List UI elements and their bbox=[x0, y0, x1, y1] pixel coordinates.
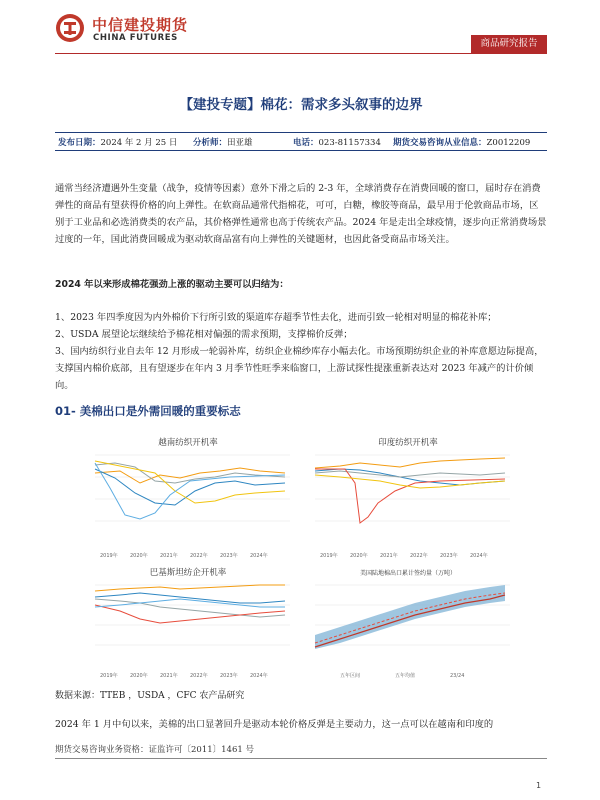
svg-text:2020年: 2020年 bbox=[130, 553, 148, 559]
svg-text:2024年: 2024年 bbox=[250, 673, 268, 679]
certification-value: Z0012209 bbox=[486, 138, 531, 148]
svg-text:2024年: 2024年 bbox=[470, 553, 488, 559]
chart-line bbox=[95, 605, 285, 623]
publish-date-value: 2024 年 2 月 25 日 bbox=[100, 138, 178, 148]
chart-title: 越南纺织开机率 bbox=[158, 438, 218, 448]
phone bbox=[293, 136, 381, 148]
chart-legend bbox=[100, 552, 268, 559]
svg-text:2019年: 2019年 bbox=[100, 553, 118, 559]
chart-line bbox=[95, 463, 285, 519]
analyst-label: 分析师： bbox=[193, 138, 228, 148]
svg-text:2022年: 2022年 bbox=[190, 673, 208, 679]
svg-text:2022年: 2022年 bbox=[190, 553, 208, 559]
report-type-badge: 商品研究报告 bbox=[471, 35, 547, 53]
license-info: 期货交易咨询业务资格：证监许可〔2011〕1461 号 bbox=[55, 745, 254, 755]
closing-paragraph: 2024 年 1 月中旬以来，美棉的出口显著回升是驱动本轮价格反弹是主要动力，这一点可以在越南和印度的 bbox=[55, 719, 494, 730]
svg-text:五年区间: 五年区间 bbox=[340, 673, 361, 679]
intro-paragraph: 通常当经济遭遇外生变量（战争，疫情等因素）意外下滑之后的 2-3 年，全球消费存在消费回暖的窗口，届时存在消费弹性的商品有望获得价格的向上弹性。在软商品通常代指棉花，可可，白糖，橡胶等商品，最早用于伦敦商品市场，区别于工业品和必选消费类的农产品，其价格弹性通常也高于传统农产品。2024 年是走出全球疫情，逐步向正常消费场景过度的一年，国此消费回暖成为驱动软商品富有向上弹性的关键题材，也因此备受商品市场关注。 bbox=[55, 183, 547, 245]
chart-pakistan-spinning-rate bbox=[80, 563, 295, 683]
chart-title: 印度纺织开机率 bbox=[378, 438, 438, 448]
svg-text:2023年: 2023年 bbox=[220, 673, 238, 679]
chart-line bbox=[95, 585, 285, 591]
driver-item-2: 2、USDA 展望论坛继续给予棉花相对偏强的需求预期，支撑棉价反弹； bbox=[55, 329, 353, 340]
driver-item-1: 1、2023 年四季度因为内外棉价下行所引致的渠道库存超季节性去化，进而引致一轮相对明显的棉花补库； bbox=[55, 312, 497, 323]
svg-text:2019年: 2019年 bbox=[320, 553, 338, 559]
chart-legend bbox=[320, 552, 488, 559]
publish-date-label: 发布日期： bbox=[58, 138, 101, 148]
certification bbox=[393, 136, 530, 148]
footer-divider bbox=[55, 758, 547, 759]
chart-title: 巴基斯坦纺企开机率 bbox=[149, 568, 227, 578]
svg-text:2019年: 2019年 bbox=[100, 673, 118, 679]
chart-line bbox=[95, 461, 285, 503]
section-heading: 01- 美棉出口是外需回暖的重要标志 bbox=[55, 404, 241, 418]
chart-legend bbox=[340, 672, 464, 679]
phone-label: 电话： bbox=[293, 138, 319, 148]
drivers-lead: 2024 年以来形成棉花强劲上涨的驱动主要可以归结为： bbox=[55, 279, 289, 290]
chart-india-spinning-rate bbox=[300, 433, 515, 563]
chart-line bbox=[315, 458, 505, 468]
svg-text:2021年: 2021年 bbox=[160, 673, 178, 679]
svg-text:2024年: 2024年 bbox=[250, 553, 268, 559]
svg-text:23/24: 23/24 bbox=[450, 673, 465, 679]
svg-text:2023年: 2023年 bbox=[440, 553, 458, 559]
publish-date bbox=[58, 136, 177, 148]
company-logo-icon bbox=[55, 13, 85, 43]
header-divider bbox=[55, 53, 547, 54]
chart-us-cotton-export-commitments bbox=[300, 563, 515, 683]
chart-title: 美国陆地棉出口累计签约量（万吨） bbox=[359, 570, 457, 577]
brand-name-en: CHINA FUTURES bbox=[93, 33, 178, 43]
phone-value: 023-81157334 bbox=[318, 138, 381, 148]
analyst-value: 田亚雄 bbox=[227, 138, 253, 148]
driver-item-3: 3、国内纺织行业自去年 12 月形成一轮弱补库，纺织企业棉纱库存小幅去化。市场预期纺织企业的补库意愿边际提高，支撑国内棉价底部，且有望逐步在年内 3 月季节性旺季来临窗口，上游试探性提涨重新表达对 2023 年减产的计价倾向。 bbox=[55, 346, 544, 391]
brand-name-cn: 中信建投期货 bbox=[92, 16, 189, 34]
meta-divider-top bbox=[55, 132, 547, 133]
svg-text:2021年: 2021年 bbox=[160, 553, 178, 559]
svg-text:2023年: 2023年 bbox=[220, 553, 238, 559]
chart-vietnam-spinning-rate bbox=[80, 433, 295, 563]
chart-legend bbox=[100, 672, 268, 679]
svg-text:五年均值: 五年均值 bbox=[395, 673, 416, 679]
chart-line bbox=[315, 471, 505, 477]
svg-text:2020年: 2020年 bbox=[130, 673, 148, 679]
data-source: 数据来源：TTEB ，USDA ，CFC 农产品研究 bbox=[55, 691, 245, 701]
svg-text:2022年: 2022年 bbox=[410, 553, 428, 559]
certification-label: 期货交易咨询从业信息： bbox=[393, 138, 487, 148]
svg-text:2020年: 2020年 bbox=[350, 553, 368, 559]
chart-line bbox=[95, 599, 285, 617]
report-title: 【建投专题】棉花：需求多头叙事的边界 bbox=[179, 97, 423, 113]
svg-text:2021年: 2021年 bbox=[380, 553, 398, 559]
page-number: 1 bbox=[536, 781, 542, 790]
analyst bbox=[193, 136, 253, 148]
meta-divider-bottom bbox=[55, 150, 547, 151]
